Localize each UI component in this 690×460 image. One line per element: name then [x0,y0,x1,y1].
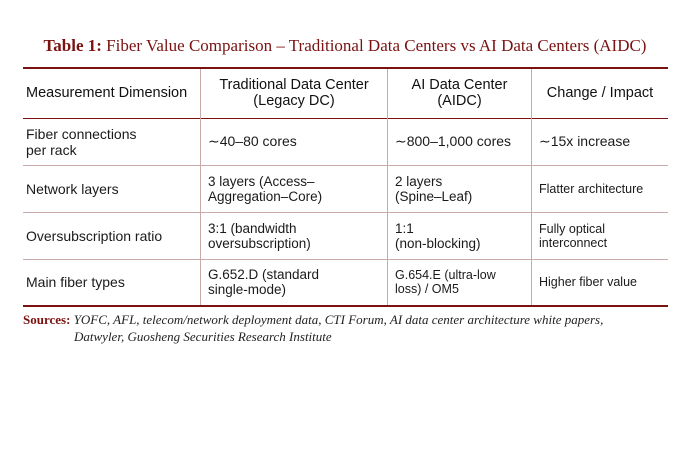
cell-impact [532,259,669,306]
cell-aidc-line2: loss) / OM5 [395,282,459,297]
cell-traditional [201,212,388,259]
table-row [23,212,668,259]
table-title-text: Fiber Value Comparison – Traditional Data Centers vs AI Data Centers (AIDC) [106,36,647,55]
cell-dimension-line2: per rack [26,141,77,158]
table-row [23,165,668,212]
cell-traditional [201,259,388,306]
sources-line2: Datwyler, Guosheng Securities Research Institute [74,329,332,344]
header-traditional-line1: Traditional Data Center [219,77,369,94]
cell-traditional-line2: Aggregation–Core) [208,188,323,204]
table-body [23,118,668,306]
comparison-table [23,67,668,307]
cell-traditional-line2: single-mode) [208,282,287,298]
cell-traditional-line1: G.652.D (standard [208,267,320,283]
header-aidc-line2: (AIDC) [437,93,482,110]
cell-dimension-line1: Fiber connections [26,125,137,142]
table-row [23,259,668,306]
header-aidc [388,68,532,118]
cell-aidc-line2: (Spine–Leaf) [395,188,473,204]
cell-impact-line1: Flatter architecture [539,181,644,196]
sources-note [23,311,678,345]
cell-impact-line1: Fully optical [539,221,605,236]
cell-impact-line1: ∼15x increase [539,133,631,149]
cell-impact-line2: interconnect [539,235,608,250]
header-traditional-line2: (Legacy DC) [253,93,335,110]
cell-aidc-line1: 1:1 [395,220,414,236]
cell-traditional-line1: 3:1 (bandwidth [208,220,297,236]
cell-aidc [388,118,532,165]
header-impact-label: Change / Impact [546,85,654,102]
cell-impact [532,118,669,165]
cell-impact-line1: Higher fiber value [539,275,637,290]
cell-traditional [201,118,388,165]
cell-traditional-line2: oversubscription) [208,235,311,251]
cell-traditional-line1: 3 layers (Access– [208,173,315,189]
cell-aidc-line1: ∼800–1,000 cores [395,133,512,149]
cell-aidc [388,212,532,259]
table-title [0,36,690,56]
header-dimension-label: Measurement Dimension [26,85,188,102]
header-traditional [201,68,388,118]
cell-dimension-line1: Oversubscription ratio [26,227,163,244]
cell-aidc-line2: (non-blocking) [395,235,481,251]
header-dimension [23,68,201,118]
cell-aidc [388,165,532,212]
cell-impact [532,212,669,259]
cell-dimension [23,118,201,165]
sources-line1: YOFC, AFL, telecom/network deployment data, CTI Forum, AI data center architecture white papers, [73,312,604,327]
header-row [23,68,668,118]
cell-dimension-line1: Network layers [26,180,119,197]
cell-dimension [23,165,201,212]
cell-dimension [23,259,201,306]
cell-dimension-line1: Main fiber types [26,274,125,291]
cell-aidc [388,259,532,306]
cell-impact [532,165,669,212]
cell-traditional [201,165,388,212]
table-row [23,118,668,165]
cell-aidc-line1: G.654.E (ultra-low [395,268,496,283]
cell-aidc-line1: 2 layers [395,173,443,189]
header-aidc-line1: AI Data Center [411,77,508,94]
sources-label: Sources: [23,312,71,327]
header-impact [532,68,669,118]
cell-dimension [23,212,201,259]
cell-traditional-line1: ∼40–80 cores [208,133,297,149]
table-header [23,68,668,118]
table-title-prefix: Table 1: [43,36,102,55]
